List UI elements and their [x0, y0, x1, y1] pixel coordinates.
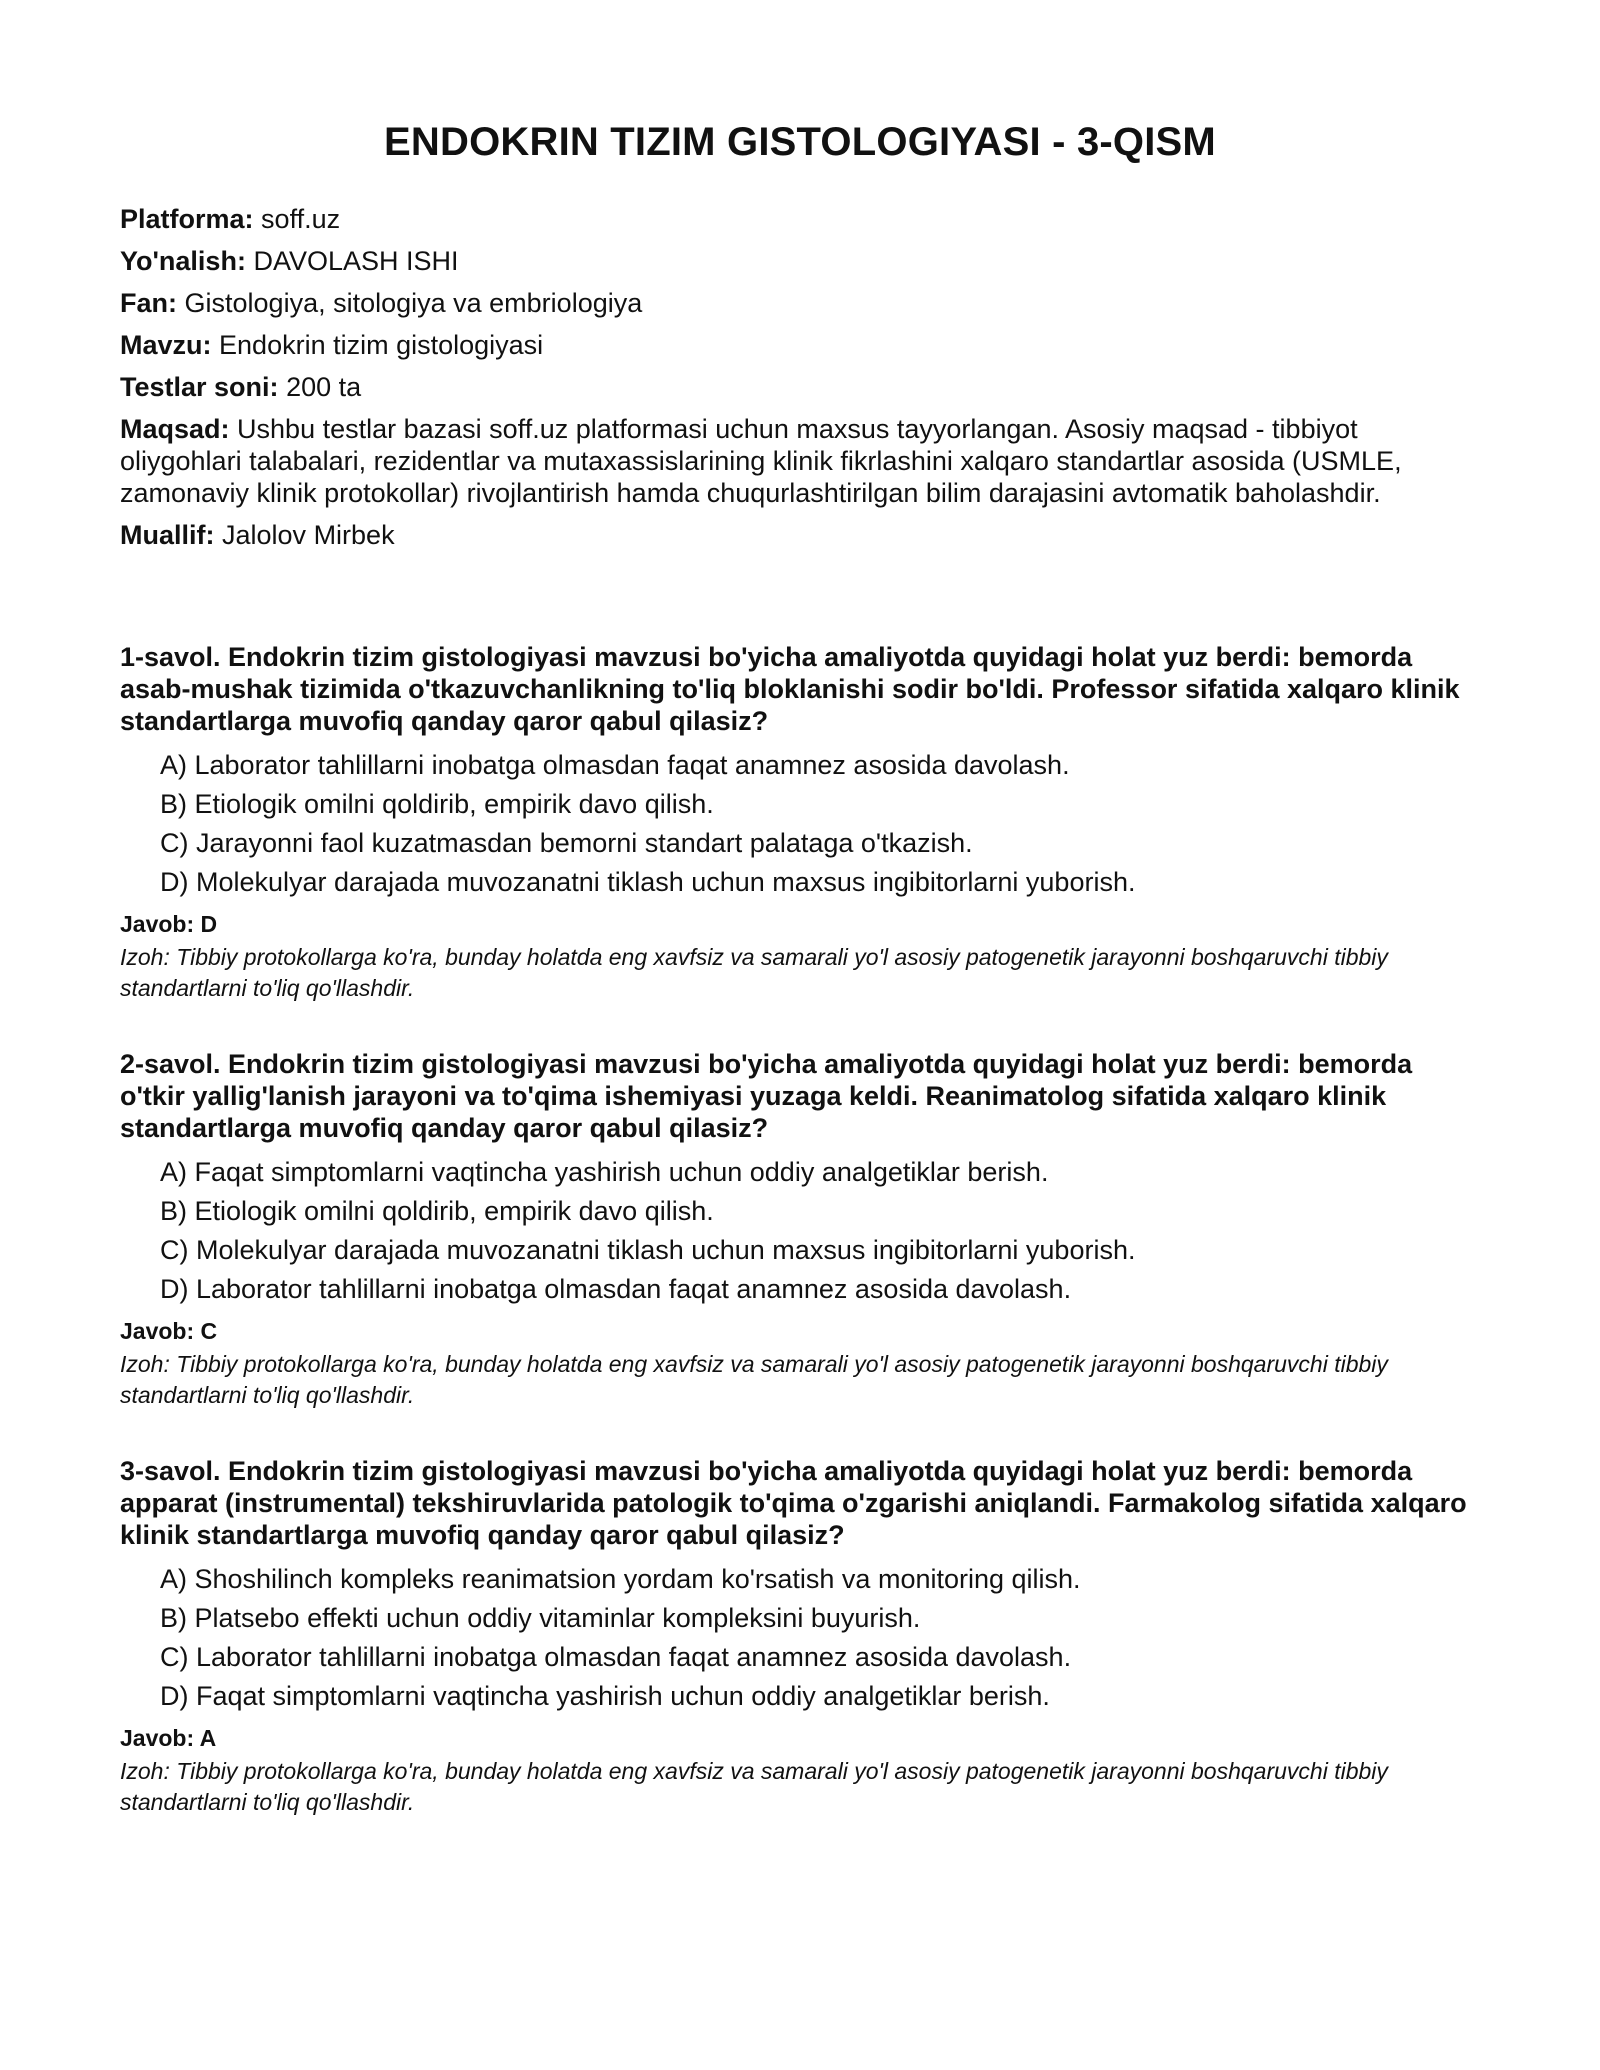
meta-key: Muallif: — [120, 520, 215, 550]
option-c: C) Jarayonni faol kuzatmasdan bemorni standart palataga o'tkazish. — [160, 828, 973, 858]
explanation-note: Izoh: Tibbiy protokollarga ko'ra, bunday holatda eng xavfsiz va samarali yo'l asosiy patogenetik jarayonni boshqaruvchi tibbiy standartlarni to'liq qo'llashdir. — [120, 944, 1388, 1001]
option-a: A) Shoshilinch kompleks reanimatsion yordam ko'rsatish va monitoring qilish. — [160, 1564, 1081, 1594]
question-2 — [120, 1048, 1480, 1411]
answer-label: Javob: A — [120, 1725, 217, 1751]
explanation-note: Izoh: Tibbiy protokollarga ko'ra, bunday holatda eng xavfsiz va samarali yo'l asosiy patogenetik jarayonni boshqaruvchi tibbiy standartlarni to'liq qo'llashdir. — [120, 1351, 1388, 1408]
meta-platform — [120, 203, 1480, 235]
options-list — [160, 749, 1480, 898]
meta-subject — [120, 287, 1480, 319]
meta-value: Jalolov Mirbek — [222, 520, 395, 550]
explanation-note: Izoh: Tibbiy protokollarga ko'ra, bunday holatda eng xavfsiz va samarali yo'l asosiy patogenetik jarayonni boshqaruvchi tibbiy standartlarni to'liq qo'llashdir. — [120, 1758, 1388, 1815]
meta-value: Ushbu testlar bazasi soff.uz platformasi uchun maxsus tayyorlangan. Asosiy maqsad - tibbiyot oliygohlari talabalari, rezidentlar va mutaxassislarining klinik fikrlashini xalqaro standartlar asosida (USMLE, zamonaviy klinik protokollar) rivojlantirish hamda chuqurlashtirilgan bilim darajasini avtomatik baholashdir. — [120, 414, 1402, 508]
meta-value: Gistologiya, sitologiya va embriologiya — [184, 288, 643, 318]
option-b: B) Etiologik omilni qoldirib, empirik davo qilish. — [160, 789, 714, 819]
option-b: B) Platsebo effekti uchun oddiy vitaminlar kompleksini buyurish. — [160, 1603, 921, 1633]
option-c: C) Laborator tahlillarni inobatga olmasdan faqat anamnez asosida davolash. — [160, 1642, 1072, 1672]
meta-topic — [120, 329, 1480, 361]
meta-key: Platforma: — [120, 204, 254, 234]
option-a: A) Faqat simptomlarni vaqtincha yashirish uchun oddiy analgetiklar berish. — [160, 1157, 1049, 1187]
answer-label: Javob: C — [120, 1318, 218, 1344]
options-list — [160, 1156, 1480, 1305]
document-page — [120, 120, 1480, 1862]
document-title: ENDOKRIN TIZIM GISTOLOGIYASI - 3-QISM — [384, 120, 1216, 164]
meta-key: Fan: — [120, 288, 177, 318]
option-d: D) Molekulyar darajada muvozanatni tiklash uchun maxsus ingibitorlarni yuborish. — [160, 867, 1136, 897]
question-3 — [120, 1455, 1480, 1818]
meta-value: 200 ta — [286, 372, 362, 402]
meta-key: Testlar soni: — [120, 372, 279, 402]
option-d: D) Faqat simptomlarni vaqtincha yashirish uchun oddiy analgetiklar berish. — [160, 1681, 1050, 1711]
meta-value: DAVOLASH ISHI — [253, 246, 459, 276]
meta-test-count — [120, 371, 1480, 403]
meta-key: Mavzu: — [120, 330, 212, 360]
options-list — [160, 1563, 1480, 1712]
meta-value: soff.uz — [261, 204, 341, 234]
meta-goal — [120, 413, 1480, 509]
question-text: 1-savol. Endokrin tizim gistologiyasi mavzusi bo'yicha amaliyotda quyidagi holat yuz berdi: bemorda asab-mushak tizimida o'tkazuvchanlikning to'liq bloklanishi sodir bo'ldi. Professor sifatida xalqaro klinik standartlarga muvofiq qanday qaror qabul qilasiz? — [120, 642, 1460, 736]
option-d: D) Laborator tahlillarni inobatga olmasdan faqat anamnez asosida davolash. — [160, 1274, 1072, 1304]
meta-author — [120, 519, 1480, 551]
section-spacer — [120, 561, 1480, 641]
meta-key: Yo'nalish: — [120, 246, 246, 276]
meta-section — [120, 203, 1480, 551]
option-b: B) Etiologik omilni qoldirib, empirik davo qilish. — [160, 1196, 714, 1226]
question-text: 2-savol. Endokrin tizim gistologiyasi mavzusi bo'yicha amaliyotda quyidagi holat yuz berdi: bemorda o'tkir yallig'lanish jarayoni va to'qima ishemiyasi yuzaga keldi. Reanimatolog sifatida xalqaro klinik standartlarga muvofiq qanday qaror qabul qilasiz? — [120, 1049, 1413, 1143]
option-c: C) Molekulyar darajada muvozanatni tiklash uchun maxsus ingibitorlarni yuborish. — [160, 1235, 1136, 1265]
answer-label: Javob: D — [120, 911, 218, 937]
meta-key: Maqsad: — [120, 414, 230, 444]
meta-value: Endokrin tizim gistologiyasi — [219, 330, 544, 360]
question-1 — [120, 641, 1480, 1004]
meta-direction — [120, 245, 1480, 277]
question-text: 3-savol. Endokrin tizim gistologiyasi mavzusi bo'yicha amaliyotda quyidagi holat yuz berdi: bemorda apparat (instrumental) tekshiruvlarida patologik to'qima o'zgarishi aniqlandi. Farmakolog sifatida xalqaro klinik standartlarga muvofiq qanday qaror qabul qilasiz? — [120, 1456, 1467, 1550]
option-a: A) Laborator tahlillarni inobatga olmasdan faqat anamnez asosida davolash. — [160, 750, 1070, 780]
